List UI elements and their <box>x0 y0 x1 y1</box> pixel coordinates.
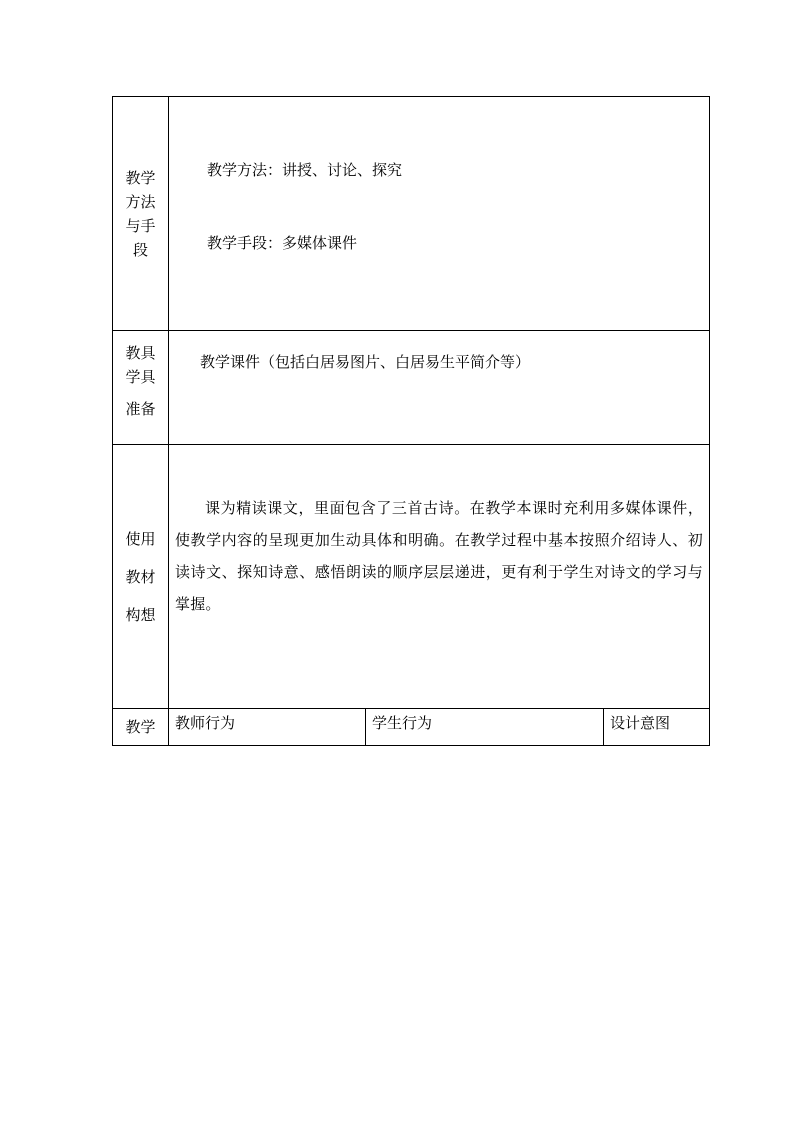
tools-label-line3: 准备 <box>125 400 156 418</box>
method-label-cell <box>113 97 169 331</box>
material-paragraph: 课为精读课文，里面包含了三首古诗。在教学本课时充利用多媒体课件，使教学内容的呈现更加生动具体和明确。在教学过程中基本按照介绍诗人、初读诗文、探知诗意、感悟朗读的顺序层层递进，更有利于学生对诗文的学习与掌握。 <box>175 499 704 613</box>
tools-label-cell <box>113 331 169 445</box>
teacher-behavior-label: 教师行为 <box>175 714 236 732</box>
material-label-line3: 构想 <box>125 606 156 624</box>
material-row <box>113 445 710 709</box>
tools-label-line1: 教具 <box>125 344 156 362</box>
tools-row <box>113 331 710 445</box>
design-intent-label: 设计意图 <box>610 714 671 732</box>
lesson-plan-table <box>112 96 710 746</box>
material-label-cell <box>113 445 169 709</box>
teaching-row <box>113 709 710 746</box>
design-intent-header <box>604 709 710 746</box>
method-content-cell <box>169 97 710 331</box>
method-row <box>113 97 710 331</box>
teaching-means-text: 教学手段：多媒体课件 <box>207 234 358 252</box>
teaching-method-text: 教学方法：讲授、讨论、探究 <box>207 161 403 179</box>
tools-content-cell <box>169 331 710 445</box>
teaching-label-cell <box>113 709 169 746</box>
tools-label-line2: 学具 <box>125 368 156 386</box>
method-label: 教学方法与手段 <box>125 168 156 259</box>
material-content-cell <box>169 445 710 709</box>
student-behavior-label: 学生行为 <box>372 714 433 732</box>
tools-content-text: 教学课件（包括白居易图片、白居易生平简介等） <box>200 353 531 371</box>
student-behavior-header <box>366 709 604 746</box>
teacher-behavior-header <box>169 709 366 746</box>
material-label-line1: 使用 <box>125 530 156 548</box>
material-label-line2: 教材 <box>125 568 156 586</box>
teaching-label: 教学 <box>125 718 156 736</box>
